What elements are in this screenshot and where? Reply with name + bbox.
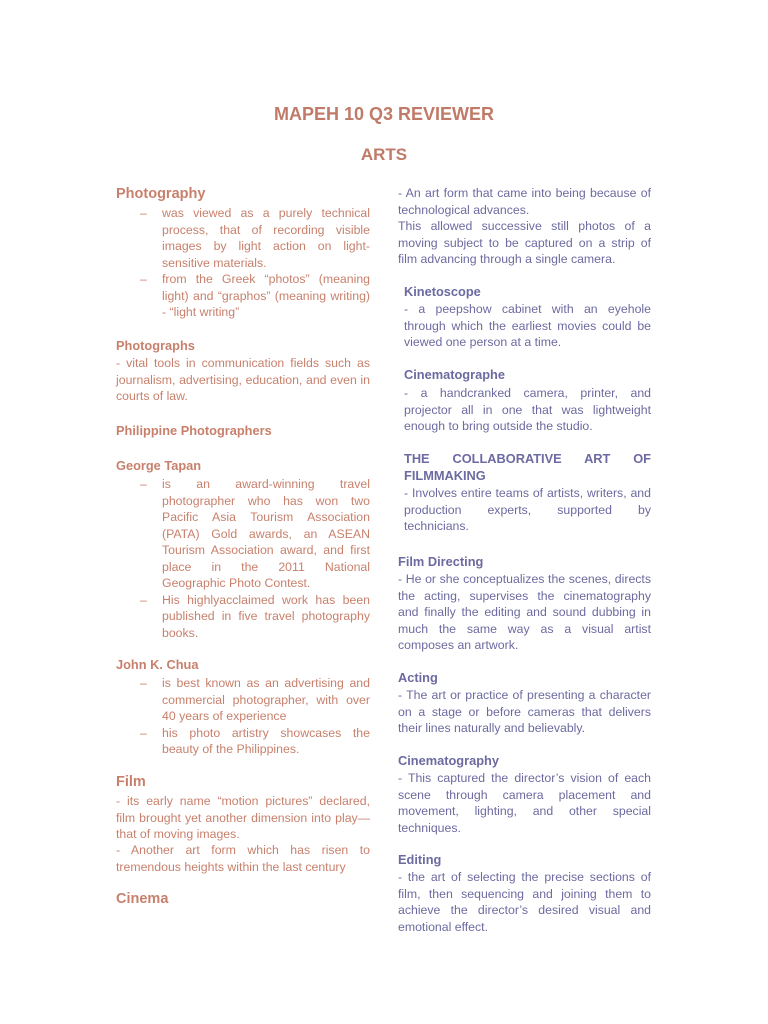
cinematography-text: - This captured the director’s vision of each scene through camera placement and movement, lighting, and other special techniques.	[398, 771, 651, 835]
film-text-1: - its early name “motion pictures” declared, film brought yet another dimension into play—that of moving images.	[116, 794, 370, 841]
heading-photographs: Photographs	[116, 338, 195, 353]
heading-acting: Acting	[398, 670, 438, 685]
kinetoscope-text: - a peepshow cabinet with an eyehole through which the earliest movies could be viewed one person at a time.	[404, 302, 651, 349]
list-item: – from the Greek “photos” (meaning light) and “graphos” (meaning writing) - “light writing”	[116, 271, 370, 321]
heading-film: Film	[116, 774, 146, 790]
document-title: MAPEH 10 Q3 REVIEWER	[273, 104, 495, 124]
cinema-text-1: - An art form that came into being because of technological advances.	[398, 186, 651, 217]
collaborative-text: - Involves entire teams of artists, writers, and production experts, supported by technicians.	[404, 486, 651, 533]
heading-cinema: Cinema	[116, 891, 169, 907]
cinematographe-text: - a handcranked camera, printer, and projector all in one that was lightweight enough to bring outside the studio.	[404, 386, 651, 433]
heading-film-directing: Film Directing	[398, 554, 484, 569]
list-item: – is an award-winning travel photographer who has won two Pacific Asia Tourism Association (PATA) Gold awards, an ASEAN Tourism Association award, and first place in the 2011 National Geographic Photo Contest.	[116, 476, 370, 592]
list-item: – is best known as an advertising and commercial photographer, with over 40 years of experience	[116, 675, 370, 725]
list-item: – his photo artistry showcases the beauty of the Philippines.	[116, 725, 370, 758]
heading-collaborative-art: THE COLLABORATIVE ART OF FILMMAKING	[404, 451, 651, 483]
acting-text: - The art or practice of presenting a character on a stage or before cameras that delivers their lines naturally and believably.	[398, 688, 651, 735]
heading-john-chua: John K. Chua	[116, 657, 199, 672]
list-item: – was viewed as a purely technical process, that of recording visible images by light action on light-sensitive materials.	[116, 205, 370, 271]
heading-photography: Photography	[116, 186, 206, 202]
film-text-2: - Another art form which has risen to tremendous heights within the last century	[116, 843, 370, 874]
editing-text: - the art of selecting the precise sections of film, then sequencing and joining them to achieve the director’s desired visual and emotional effect.	[398, 870, 651, 934]
heading-george-tapan: George Tapan	[116, 458, 202, 473]
photographs-text: - vital tools in communication fields such as journalism, advertising, education, and even in courts of law.	[116, 356, 370, 403]
section-title: ARTS	[360, 145, 408, 164]
heading-cinematographe: Cinematographe	[404, 367, 505, 382]
heading-cinematography: Cinematography	[398, 753, 499, 768]
john-chua-list	[116, 675, 370, 758]
list-item: – His highlyacclaimed work has been published in five travel photography books.	[116, 592, 370, 642]
film-directing-text: - He or she conceptualizes the scenes, directs the acting, supervises the cinematography and finally the editing and sound dubbing in much the same way as a visual artist composes an artwork.	[398, 572, 651, 652]
heading-philippine-photographers: Philippine Photographers	[116, 423, 272, 438]
photography-list	[116, 205, 370, 321]
cinema-text-2: This allowed successive still photos of a moving subject to be captured on a strip of film advancing through a single camera.	[398, 219, 651, 266]
heading-editing: Editing	[398, 852, 442, 867]
heading-kinetoscope: Kinetoscope	[404, 284, 481, 299]
george-tapan-list	[116, 476, 370, 641]
